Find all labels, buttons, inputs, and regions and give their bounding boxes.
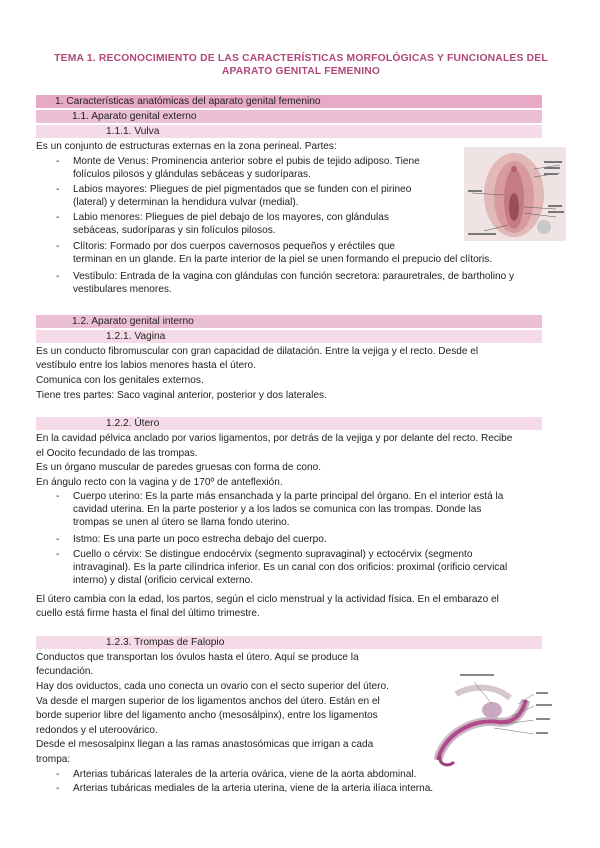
- trompas-item-line: Arterias tubáricas laterales de la arteria ovárica, viene de la aorta abdominal.: [73, 769, 417, 780]
- vulva-item-line: Labios mayores: Pliegues de piel pigmentados que se funden con el pirineo: [73, 184, 412, 195]
- vagina-line: Es un conducto fibromuscular con gran capacidad de dilatación. Entre la vejiga y el recto. Desde el: [36, 346, 479, 357]
- heading-section-1-2-2: [36, 417, 542, 430]
- heading-section-1-2-2-text: 1.2.2. Útero: [106, 418, 160, 429]
- trompas-line: borde superior libre del ligamento ancho (mesosálpinx), entre los ligamentos: [36, 710, 378, 721]
- heading-section-1: [36, 95, 542, 108]
- utero-item-line: Cuerpo uterino: Es la parte más ensanchada y la parte principal del órgano. En el interior está la: [73, 491, 504, 502]
- utero-closing-line: cuello está firme hasta el final del último trimestre.: [36, 608, 260, 619]
- vulva-diagram: [464, 147, 566, 241]
- utero-line: Es un órgano muscular de paredes gruesas con forma de cono.: [36, 462, 322, 473]
- heading-section-1-1-1: [36, 125, 542, 138]
- bullet-dash: -: [56, 156, 60, 167]
- vagina-line: vestíbulo entre los labios menores hasta el útero.: [36, 360, 256, 371]
- title-line-2: APARATO GENITAL FEMENINO: [221, 66, 381, 77]
- bullet-dash: -: [56, 184, 60, 195]
- bullet-dash: -: [56, 549, 60, 560]
- heading-section-1-2: [36, 315, 542, 328]
- bullet-dash: -: [56, 769, 60, 780]
- vulva-item-line: folículos pilosos y glándulas sebáceas y sudoríparas.: [73, 169, 311, 180]
- trompas-line: Conductos que transportan los óvulos hasta el útero. Aquí se produce la: [36, 652, 359, 663]
- heading-section-1-2-3-text: 1.2.3. Trompas de Falopio: [106, 637, 225, 648]
- title-line-1: TEMA 1. RECONOCIMIENTO DE LAS CARACTERÍSTICAS MORFOLÓGICAS Y FUNCIONALES DEL: [54, 53, 548, 64]
- trompas-line: fecundación.: [36, 666, 94, 677]
- heading-section-1-text: 1. Características anatómicas del aparato genital femenino: [55, 96, 321, 107]
- vulva-item-line: Clítoris: Formado por dos cuerpos cavernosos pequeños y eréctiles que: [73, 241, 396, 252]
- vulva-item-line: Vestíbulo: Entrada de la vagina con glándulas con función secretora: parauretrales, de bartholino y: [73, 271, 515, 282]
- vulva-item-line: vestibulares menores.: [73, 284, 172, 295]
- bullet-dash: -: [56, 491, 60, 502]
- vagina-line: Comunica con los genitales externos.: [36, 375, 204, 386]
- vulva-item-line: Monte de Venus: Prominencia anterior sobre el pubis de tejido adiposo. Tiene: [73, 156, 420, 167]
- heading-section-1-1-1-text: 1.1.1. Vulva: [106, 126, 160, 137]
- utero-line: el Oocito fecundado de las trompas.: [36, 448, 198, 459]
- heading-section-1-2-text: 1.2. Aparato genital interno: [72, 316, 194, 327]
- utero-item-line: cavidad uterina. En la parte posterior y a los lados se comunica con las trompas. Donde las: [73, 504, 482, 515]
- utero-item-line: interno) y distal (orificio cervical externo.: [73, 575, 254, 586]
- utero-line: En ángulo recto con la vagina y de 170º de anteflexión.: [36, 477, 283, 488]
- heading-section-1-1-text: 1.1. Aparato genital externo: [72, 111, 197, 122]
- utero-closing-line: El útero cambia con la edad, los partos, según el ciclo menstrual y la actividad física. En el embarazo el: [36, 594, 499, 605]
- document-title: [36, 52, 566, 78]
- utero-item-line: trompas se unen al útero se llama fondo uterino.: [73, 517, 290, 528]
- heading-section-1-2-1-text: 1.2.1. Vagina: [106, 331, 166, 342]
- trompas-illustration: [434, 664, 568, 772]
- trompas-item-line: Arterias tubáricas mediales de la arteria uterina, viene de la arteria ilíaca interna.: [73, 783, 434, 794]
- bullet-dash: -: [56, 271, 60, 282]
- vulva-intro: Es un conjunto de estructuras externas en la zona perineal. Partes:: [36, 141, 337, 152]
- bullet-dash: -: [56, 534, 60, 545]
- vulva-item-line: sebáceas, sudoríparas y sin folículos pilosos.: [73, 225, 276, 236]
- vulva-item-line: Labio menores: Pliegues de piel debajo de los mayores, con glándulas: [73, 212, 389, 223]
- utero-line: En la cavidad pélvica anclado por varios ligamentos, por detrás de la vejiga y por delante del recto. Recibe: [36, 433, 513, 444]
- heading-section-1-2-3: [36, 636, 542, 649]
- bullet-dash: -: [56, 241, 60, 252]
- utero-item-line: intravaginal). Es la parte cilíndrica inferior. Es un canal con dos orificios: proximal (orificio cervical: [73, 562, 508, 573]
- vulva-item-line: terminan en un glande. En la parte interior de la piel se unen formando el prepucio del clítoris.: [73, 254, 493, 265]
- trompas-line: trompa:: [36, 754, 71, 765]
- trompas-line: Desde el mesosalpinx llegan a las ramas anastosómicas que irrigan a cada: [36, 739, 374, 750]
- utero-item-line: Istmo: Es una parte un poco estrecha debajo del cuerpo.: [73, 534, 327, 545]
- trompas-line: Hay dos oviductos, cada uno conecta un ovario con el secto superior del útero.: [36, 681, 389, 692]
- vagina-line: Tiene tres partes: Saco vaginal anterior, posterior y dos laterales.: [36, 390, 327, 401]
- heading-section-1-1: [36, 110, 542, 123]
- vulva-item-line: (lateral) y determinan la hendidura vulvar (medial).: [73, 197, 299, 208]
- bullet-dash: -: [56, 212, 60, 223]
- trompas-line: redondos y el uteroovárico.: [36, 725, 158, 736]
- bullet-dash: -: [56, 783, 60, 794]
- vulva-illustration: [464, 147, 566, 241]
- trompas-line: Va desde el margen superior de los ligamentos anchos del útero. Están en el: [36, 696, 380, 707]
- heading-section-1-2-1: [36, 330, 542, 343]
- utero-item-line: Cuello o cérvix: Se distingue endocérvix (segmento supravaginal) y ectocérvix (segmento: [73, 549, 473, 560]
- trompas-diagram: [434, 664, 568, 772]
